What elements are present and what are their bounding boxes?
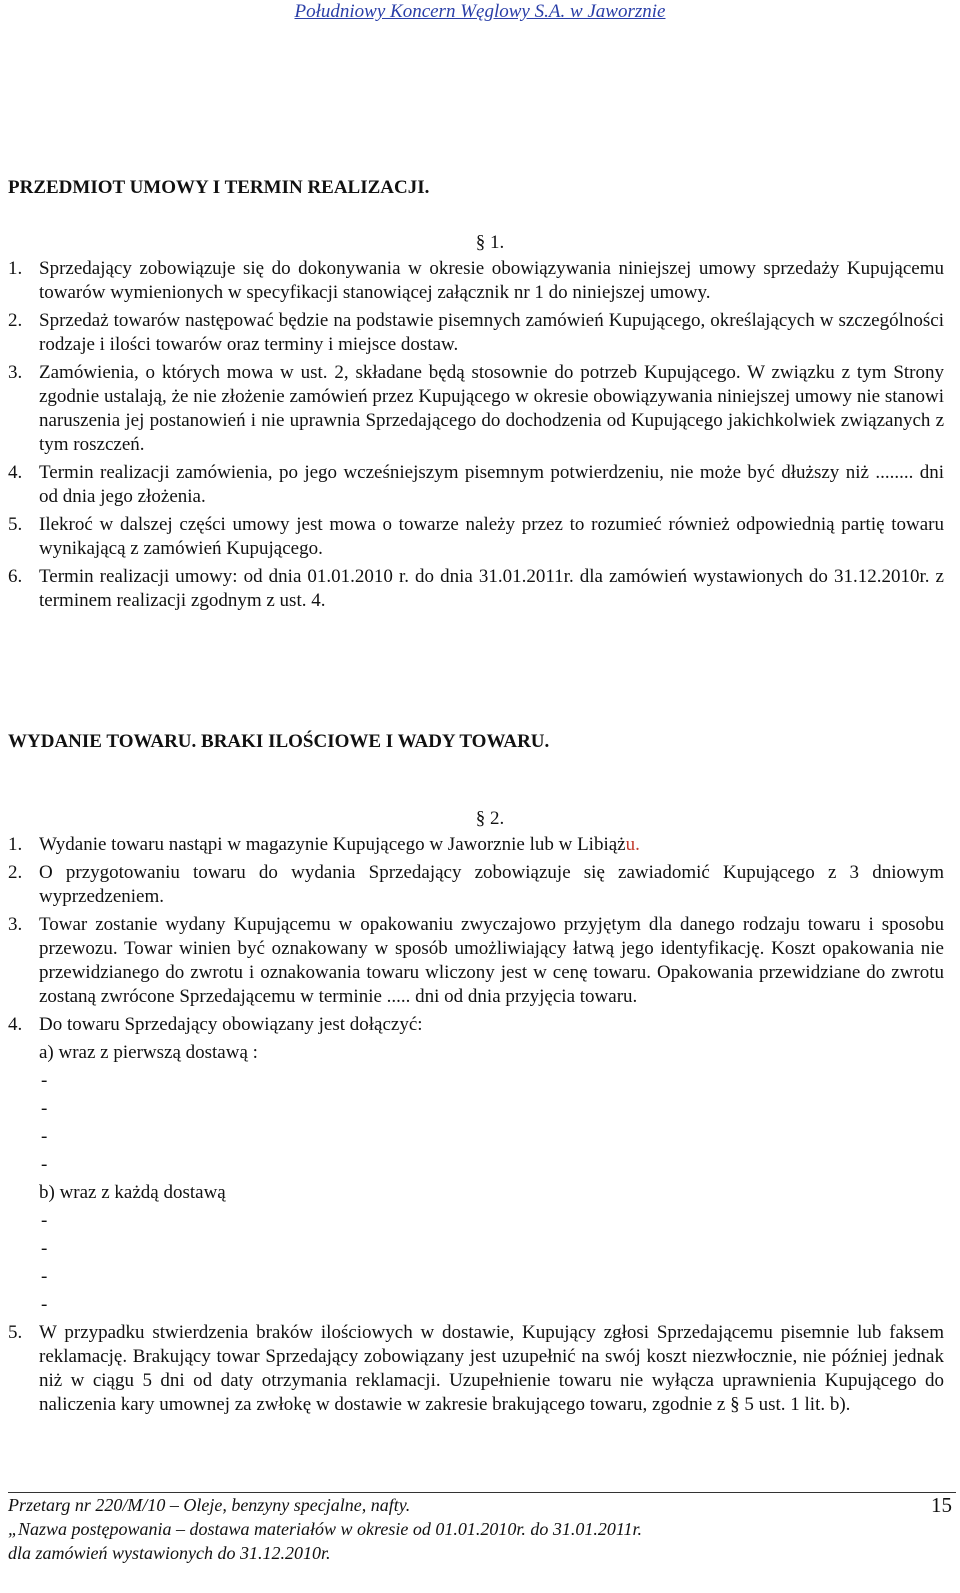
list-item [8, 1013, 944, 1317]
item-number: 3. [8, 362, 23, 383]
item-number: 5. [8, 514, 23, 535]
footer-tender-line: Przetarg nr 220/M/10 – Oleje, benzyny specjalne, nafty. [8, 1495, 411, 1515]
item-number: 2. [8, 310, 23, 331]
list-item [8, 461, 944, 509]
list-item [8, 257, 944, 305]
item-text: W przypadku stwierdzenia braków ilościowych w dostawie, Kupujący zgłosi Sprzedającemu pisemnie lub faksem reklamację. Brakujący towar Sprzedający zobowiązany jest uzupełnić na swój koszt niezwłocznie, nie później jednak niż w ciągu 5 dni od daty otrzymania reklamacji. Uzupełnienie towaru nie wyłącza uprawnienia Kupującego do naliczenia kary umownej za zwłokę w dostawie w zakresie brakującego towaru, zgodnie z § 5 ust. 1 lit. b). [39, 1322, 944, 1415]
list-item [8, 913, 944, 1009]
list-item [8, 833, 944, 857]
blank-dash: - [41, 1126, 48, 1147]
list-item [8, 565, 944, 613]
section-1-list [8, 257, 944, 613]
section-heading-1: PRZEDMIOT UMOWY I TERMIN REALIZACJI. [8, 177, 430, 198]
item-text: Sprzedaż towarów następować będzie na podstawie pisemnych zamówień Kupującego, określających w szczególności rodzaje i ilości towarów oraz terminy i miejsce dostaw. [39, 310, 944, 355]
section-2-list [8, 833, 944, 1417]
blank-dash: - [41, 1294, 48, 1315]
item-number: 3. [8, 914, 23, 935]
footer-procedure-line: „Nazwa postępowania – dostawa materiałów w okresie od 01.01.2010r. do 31.01.2011r. [8, 1519, 643, 1539]
section-heading-2: WYDANIE TOWARU. BRAKI ILOŚCIOWE I WADY TOWARU. [8, 731, 550, 752]
item-number: 5. [8, 1322, 23, 1343]
item-text: Sprzedający zobowiązuje się do dokonywania w okresie obowiązywania niniejszej umowy sprzedaży Kupującemu towarów wymienionych w specyfikacji stanowiącej załącznik nr 1 do niniejszej umowy. [39, 258, 944, 303]
item-number: 1. [8, 834, 23, 855]
blank-dash: - [41, 1210, 48, 1231]
item-text: Termin realizacji zamówienia, po jego wcześniejszym pisemnym potwierdzeniu, nie może być dłuższy niż ........ dni od dnia jego złożenia. [39, 462, 944, 507]
page-number: 15 [931, 1493, 952, 1517]
blank-dash: - [41, 1154, 48, 1175]
page-footer [8, 1493, 952, 1565]
list-item [8, 309, 944, 357]
list-item [8, 1321, 944, 1417]
item-text: O przygotowaniu towaru do wydania Sprzedający zobowiązuje się zawiadomić Kupującego z 3 dniowym wyprzedzeniem. [39, 862, 944, 907]
blank-dash: - [41, 1266, 48, 1287]
sub-item-b: b) wraz z każdą dostawą [39, 1182, 226, 1203]
item-number: 4. [8, 462, 23, 483]
list-item [8, 361, 944, 457]
sub-item-a: a) wraz z pierwszą dostawą : [39, 1042, 258, 1063]
document-header: Południowy Koncern Węglowy S.A. w Jaworznie [294, 1, 666, 22]
item-text: Wydanie towaru nastąpi w magazynie Kupującego w Jaworznie lub w Libiążu. [39, 834, 640, 855]
item-text: Do towaru Sprzedający obowiązany jest dołączyć: [39, 1014, 423, 1035]
list-item [8, 861, 944, 909]
footer-orders-line: dla zamówień wystawionych do 31.12.2010r. [8, 1543, 331, 1563]
item-text: Ilekroć w dalszej części umowy jest mowa o towarze należy przez to rozumieć również odpowiednią partię towaru wynikającą z zamówień Kupującego. [39, 514, 944, 559]
blank-dash: - [41, 1098, 48, 1119]
item-number: 1. [8, 258, 23, 279]
item-number: 2. [8, 862, 23, 883]
blank-dash: - [41, 1070, 48, 1091]
paragraph-number-1: § 1. [475, 232, 505, 253]
item-text: Towar zostanie wydany Kupującemu w opakowaniu zwyczajowo przyjętym dla danego rodzaju towaru i sposobu przewozu. Towar winien być oznakowany w sposób umożliwiający łatwą jego identyfikację. Koszt opakowania nie przewidzianego do zwrotu i oznakowania towaru wliczony jest w cenę towaru. Opakowania przewidziane do zwrotu zostaną zwrócone Sprzedającemu w terminie ..... dni od dnia przyjęcia towaru. [39, 914, 944, 1007]
paragraph-number-2: § 2. [475, 808, 505, 829]
item-number: 6. [8, 566, 23, 587]
blank-dash: - [41, 1238, 48, 1259]
list-item [8, 513, 944, 561]
item-text: Termin realizacji umowy: od dnia 01.01.2010 r. do dnia 31.01.2011r. dla zamówień wystawionych do 31.12.2010r. z terminem realizacji zgodnym z ust. 4. [39, 566, 944, 611]
item-text: Zamówienia, o których mowa w ust. 2, składane będą stosownie do potrzeb Kupującego. W związku z tym Strony zgodnie ustalają, że nie złożenie zamówień przez Kupującego w okresie obowiązywania niniejszej umowy nie stanowi naruszenia jej postanowień i nie uprawnia Sprzedającego do dochodzenia od Kupującego jakichkolwiek związanych z tym roszczeń. [39, 362, 944, 455]
item-number: 4. [8, 1014, 23, 1035]
